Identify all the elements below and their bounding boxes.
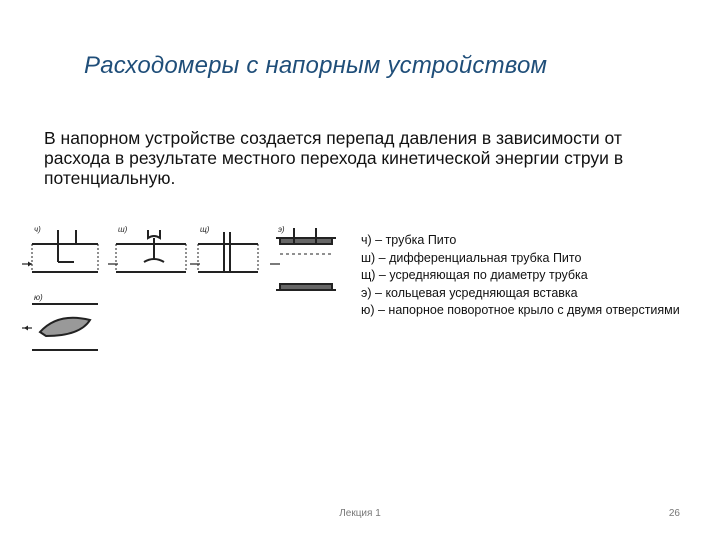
- panel-label-e: э): [278, 225, 285, 234]
- legend-item-differential-pitot: ш) – дифференциальная трубка Пито: [361, 250, 582, 265]
- device-legend: [361, 232, 701, 320]
- pressure-devices-figure: [18, 224, 348, 358]
- panel-pitot-tube: [22, 230, 98, 272]
- panel-label-ch: ч): [34, 225, 41, 234]
- panel-annular-insert: [270, 228, 336, 290]
- footer-page-number: 26: [668, 508, 680, 519]
- footer-lecture: Лекция 1: [339, 508, 381, 519]
- slide-title: Расходомеры с напорным устройством: [84, 52, 548, 79]
- slide-body-text: В напорном устройстве создается перепад давления в зависимости от расхода в результате местного перехода кинетической энергии струи в потенциальную.: [44, 128, 624, 188]
- panel-label-sh: ш): [118, 225, 128, 234]
- panel-differential-pitot-tube: [108, 230, 186, 272]
- legend-item-pitot: ч) – трубка Пито: [361, 233, 457, 247]
- legend-item-averaging-tube: щ) – усредняющая по диаметру трубка: [361, 268, 588, 282]
- panel-label-yu: ю): [34, 293, 43, 302]
- panel-pressure-wing: [22, 304, 98, 350]
- panel-averaging-tube: [190, 232, 258, 272]
- legend-item-annular-insert: э) – кольцевая усредняющая вставка: [361, 285, 578, 300]
- legend-item-pressure-wing: ю) – напорное поворотное крыло с двумя отверстиями: [361, 303, 680, 317]
- panel-label-shch: щ): [200, 225, 210, 234]
- pressure-devices-drawing: [18, 224, 348, 358]
